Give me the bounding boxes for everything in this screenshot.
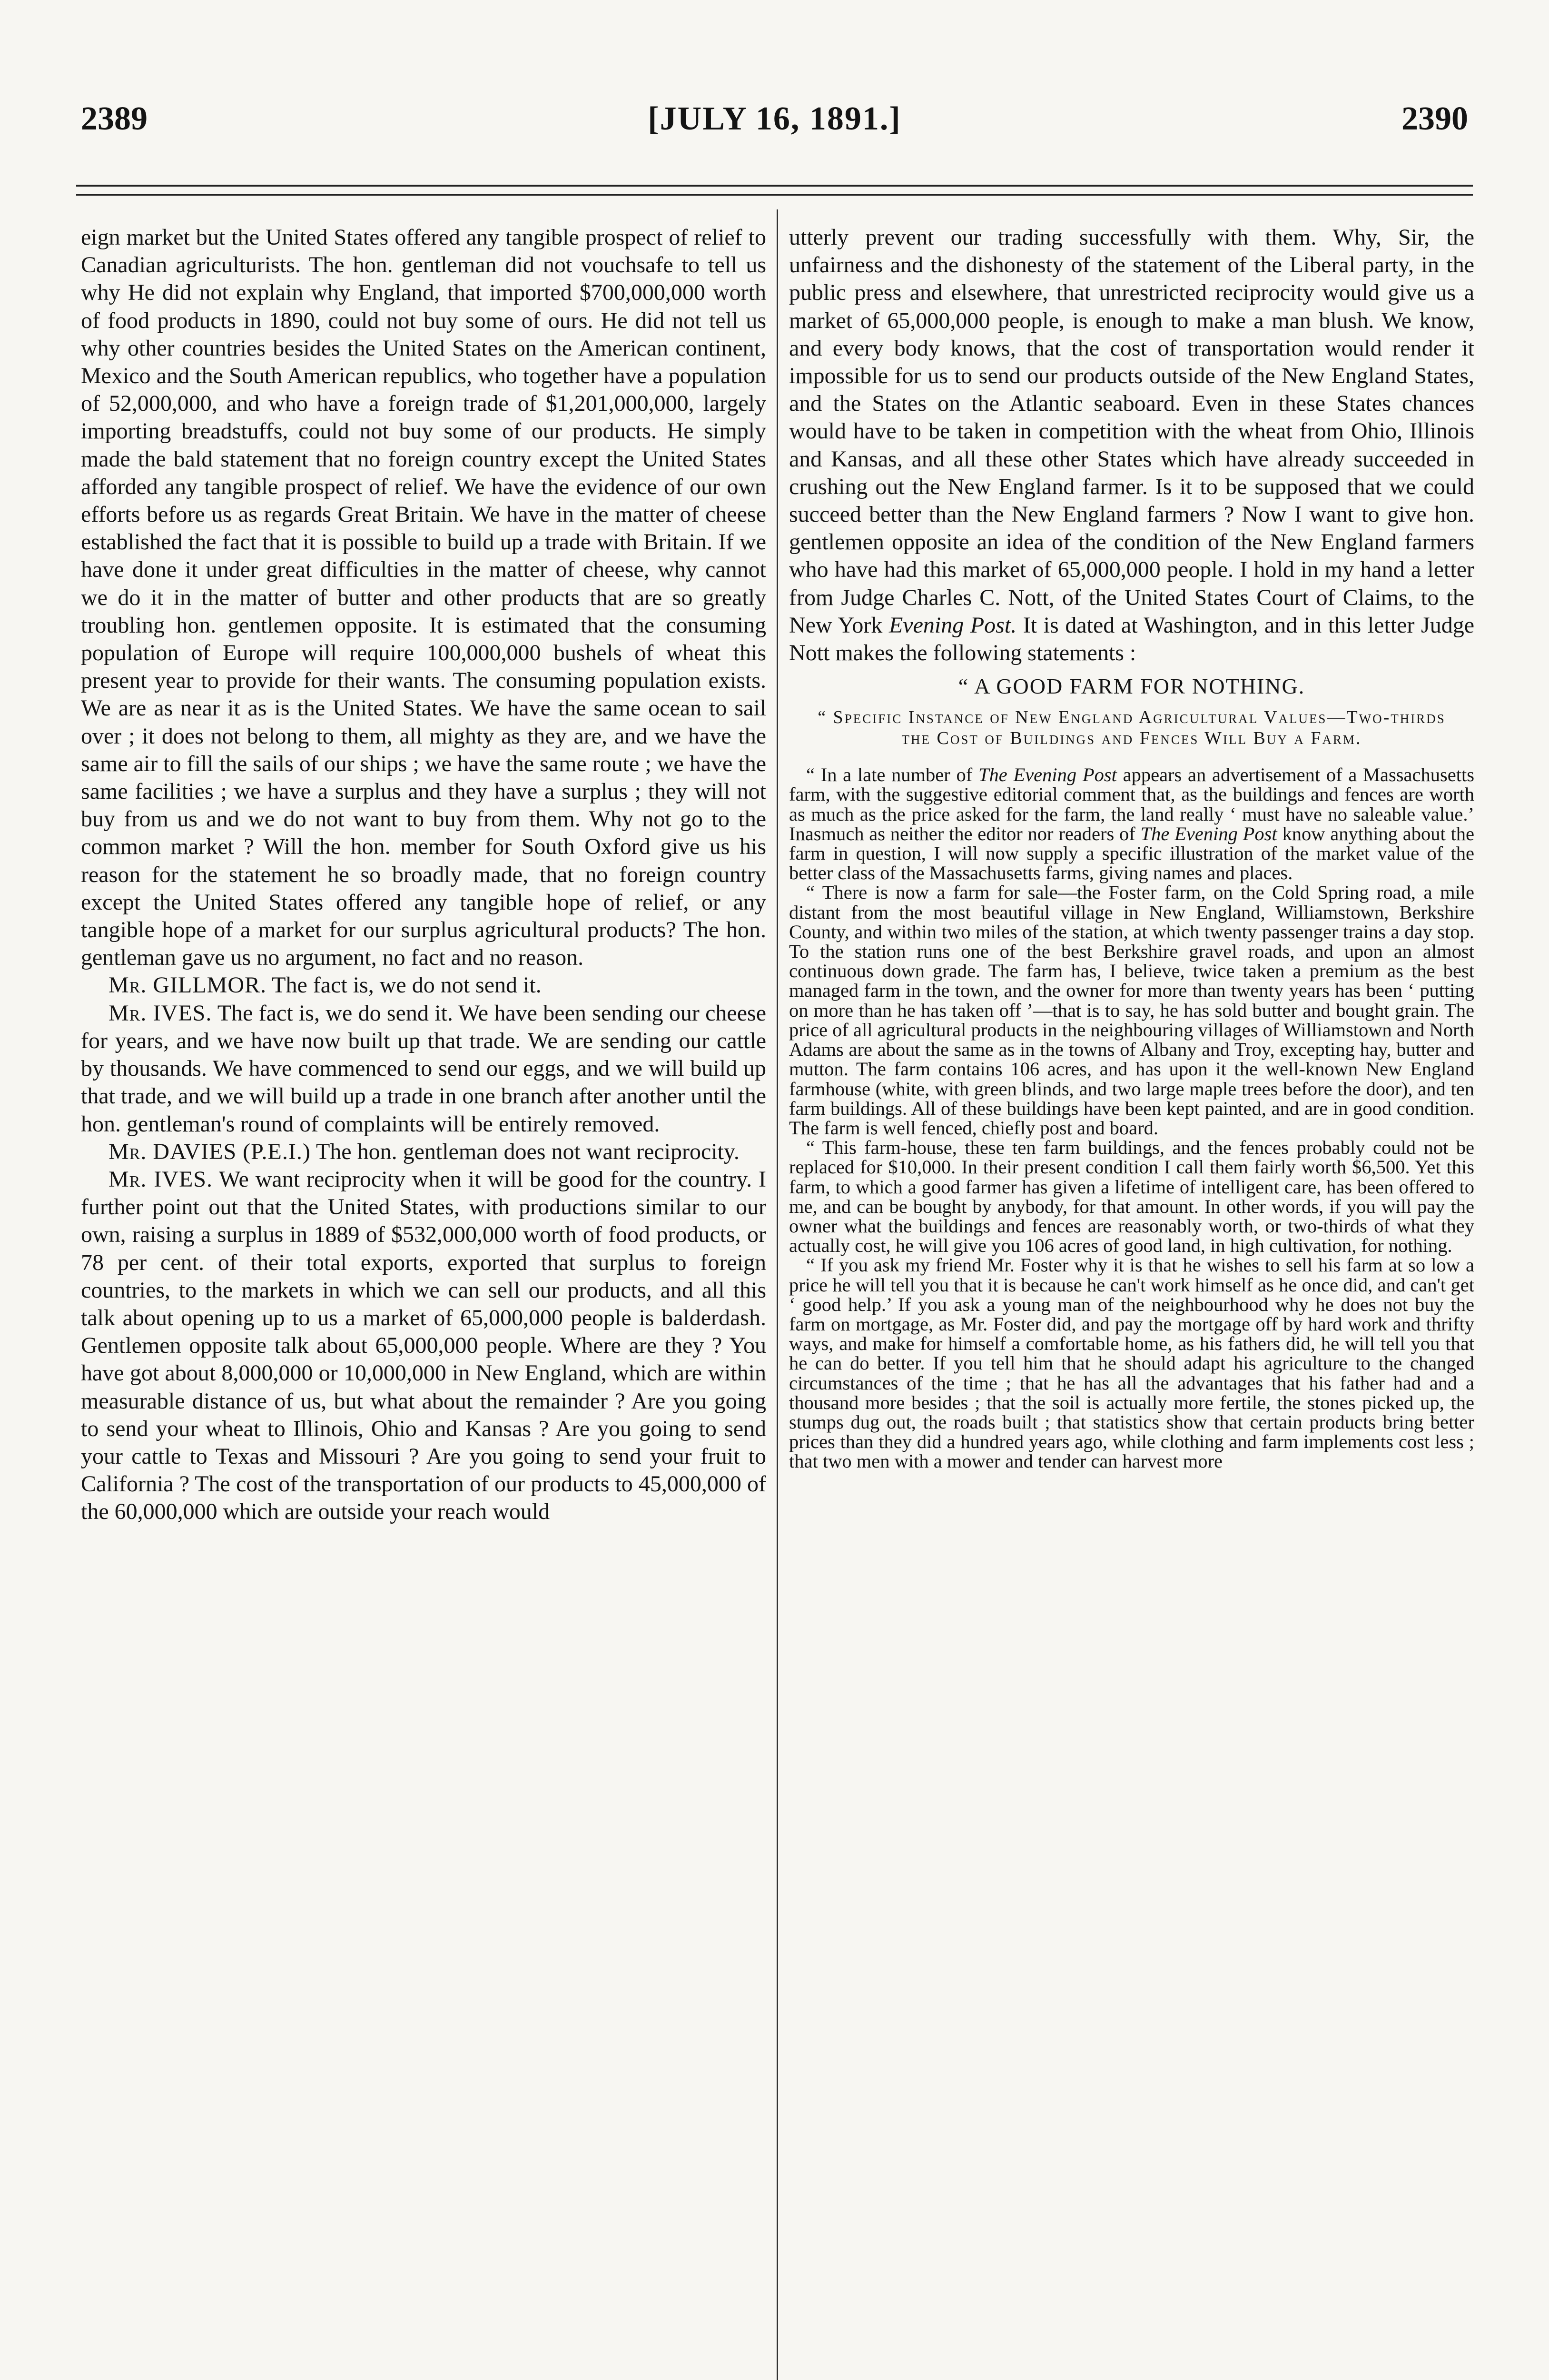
quoted-article-body (789, 765, 1474, 1471)
speech-ives-1 (81, 1000, 766, 1138)
speech-text: The hon. gentleman does not want reciprocity. (316, 1139, 740, 1164)
speaker-name: Mr. IVES. (109, 1000, 212, 1026)
quoted-text: “ In a late number of (806, 764, 973, 786)
page-number-left: 2389 (81, 100, 148, 137)
left-paragraph-continued: eign market but the United States offered any tangible prospect of relief to Canadian agriculturists. The hon. gentleman did not vouchsafe to tell us why He did not explain why England, that imported $700,000,000 worth of food products in 1890, could not buy some of ours. He did not tell us why other countries besides the United States on the American continent, Mexico and the South American republics, who together have a population of 52,000,000, and who have a foreign trade of $1,201,000,000, largely importing breadstuffs, could not buy some of our products. He simply made the bald statement that no foreign country except the United States afforded any tangible prospect of relief. We have the evidence of our own efforts before us as regards Great Britain. We have in the matter of cheese established the fact that it is possible to build up a trade with Britain. If we have done it under great difficulties in the matter of cheese, why cannot we do it in the matter of butter and other products that are so greatly troubling hon. gentlemen opposite. It is estimated that the consuming population of Europe will require 100,000,000 bushels of wheat this present year to provide for their wants. The consuming population exists. We are as near it as is the United States. We have the same ocean to sail over ; it does not belong to them, all mighty as they are, and we have the same air to fill the sails of our ships ; we have the same route ; we have the same facilities ; we have a surplus and they have a surplus ; they will not buy from us and we do not want to buy from them. Why not go to the common market ? Will the hon. member for South Oxford give us his reason for the statement he so broadly made, that no foreign country except the United States offered any tangible hope of relief, or any tangible hope of a market for our surplus agricultural products? The hon. gentleman gave us no argument, no fact and no reason. (81, 225, 766, 971)
newspaper-title: Evening Post. (888, 612, 1017, 638)
speech-text: The fact is, we do send it. We have been sending our cheese for years, and we have now built up that trade. We are sending our cattle by thousands. We have commenced to send our eggs, and we will build up that trade, and we will build up a trade in one branch after another until the hon. gentleman's round of complaints will be entirely removed. (81, 1000, 766, 1137)
right-paragraph-continued (789, 224, 1474, 667)
paragraph-text: utterly prevent our trading successfully with them. Why, Sir, the unfairness and the dishonesty of the statement of the Liberal party, in the public press and elsewhere, that unrestricted reciprocity would give us a market of 65,000,000 people, is enough to make a man blush. We know, and every body knows, that the cost of transportation would render it impossible for us to send our products outside of the New England States, and the States on the Atlantic seaboard. Even in these States chances would have to be taken in competition with the wheat from Ohio, Illinois and Kansas, and all these other States which have already succeeded in crushing out the New England farmer. Is it to be supposed that we could succeed better than the New England farmers ? Now I want to give hon. gentlemen opposite an idea of the condition of the New England farmers who have had this market of 65,000,000 people. I hold in my hand a letter from Judge Charles C. Nott, of the United States Court of Claims, to the New York (789, 225, 1474, 638)
quoted-article-heading: “ A GOOD FARM FOR NOTHING. (958, 674, 1305, 699)
speech-gillmor (81, 972, 766, 999)
column-divider (777, 209, 778, 2380)
quoted-paragraph-2: “ There is now a farm for sale—the Foster farm, on the Cold Spring road, a mile distant from the most beautiful village in New England, Williamstown, Berkshire County, and within two miles of the station, at which twenty passenger trains a day stop. To the station runs one of the best Berkshire gravel roads, and upon an almost continuous down grade. The farm has, I believe, twice taken a premium as the best managed farm in the town, and the owner for more than twenty years has been ‘ putting on more than he has taken off ’—that is to say, he has sold butter and bought grain. The price of all agricultural products in the neighbouring villages of Williamstown and North Adams are about the same as in the towns of Albany and Troy, excepting hay, butter and mutton. The farm contains 106 acres, and has upon it the well-known New England farmhouse (white, with green blinds, and two large maple trees before the door), and ten farm buildings. All of these buildings have been kept painted, and are in good condition. The farm is well fenced, chiefly post and board. (789, 882, 1474, 1139)
quoted-paragraph-3: “ This farm-house, these ten farm buildings, and the fences probably could not be replaced for $10,000. In their present condition I call them fairly worth $6,500. Yet this farm, to which a good farmer has given a lifetime of intelligent care, has been offered to me, and can be bought by anybody, for that amount. In other words, if you will pay the owner what the buildings and fences are reasonably worth, or two-thirds of what they actually cost, he will give you 106 acres of good land, in high cultivation, for nothing. (789, 1137, 1474, 1257)
speaker-name: Mr. DAVIES (P.E.I.) (109, 1139, 311, 1164)
quoted-article-subheading: “ Specific Instance of New England Agricultural Values—Two-thirds the Cost of Buildings and Fences Will Buy a Farm. (818, 707, 1446, 749)
right-column (789, 224, 1474, 2380)
speech-text: The fact is, we do not send it. (272, 972, 542, 998)
quoted-text: appears an advertisement of a Massachusetts farm, with the suggestive editorial comment that, as the buildings and fences are worth as much as the price asked for the farm, the land really ‘ must have no saleable value.’ Inasmuch as neither the editor nor readers of (789, 764, 1474, 844)
issue-date: [JULY 16, 1891.] (648, 100, 901, 137)
speech-ives-2 (81, 1166, 766, 1526)
speaker-name: Mr. GILLMOR. (109, 972, 267, 998)
page-number-right: 2390 (1401, 100, 1468, 137)
newspaper-title: The Evening Post (1140, 823, 1277, 844)
header-rule-top (76, 185, 1473, 187)
left-column (81, 224, 766, 2380)
speech-davies (81, 1138, 766, 1166)
speaker-name: Mr. IVES. (109, 1166, 213, 1192)
header-rule-bottom (76, 194, 1473, 196)
newspaper-title: The Evening Post (978, 764, 1117, 786)
quoted-text: know anything about the farm in question, I will now supply a specific illustration of the market value of the better class of the Massachusetts farms, giving names and places. (789, 823, 1474, 884)
page-header (81, 100, 1468, 152)
quoted-paragraph-1 (789, 765, 1474, 883)
quoted-paragraph-4: “ If you ask my friend Mr. Foster why it is that he wishes to sell his farm at so low a price he will tell you that it is because he can't work himself as he once did, and can't get ‘ good help.’ If you ask a young man of the neighbourhood why he does not buy the farm on mortgage, as Mr. Foster did, and pay the mortgage off by hard work and thrifty ways, and make for himself a comfortable home, as his fathers did, he will tell you that he can do better. If you tell him that he should adapt his agriculture to the changed circumstances of the time ; that he has all the advantages that his father had and a thousand more besides ; that the soil is actually more fertile, the stones picked up, the stumps dug out, the roads built ; that statistics show that certain products bring better prices than they did a hundred years ago, while clothing and farm implements cost less ; that two men with a mower and tender can harvest more (789, 1254, 1474, 1472)
speech-text: We want reciprocity when it will be good for the country. I further point out that the United States, with productions similar to our own, raising a surplus in 1889 of $532,000,000 worth of food products, or 78 per cent. of their total exports, exported that surplus to foreign countries, to the markets in which we can sell our products, and all this talk about opening up to us a market of 65,000,000 people is balderdash. Gentlemen opposite talk about 65,000,000 people. Where are they ? You have got about 8,000,000 or 10,000,000 in New England, which are within measurable distance of us, but what about the remainder ? Are you going to send your wheat to Illinois, Ohio and Kansas ? Are you going to send your cattle to Texas and Missouri ? Are you going to send your fruit to California ? The cost of the transportation of our products to 45,000,000 of the 60,000,000 which are outside your reach would (81, 1166, 766, 1525)
paragraph-text-end: It is dated at Washington, and in this letter Judge Nott makes the following statements : (789, 612, 1474, 666)
